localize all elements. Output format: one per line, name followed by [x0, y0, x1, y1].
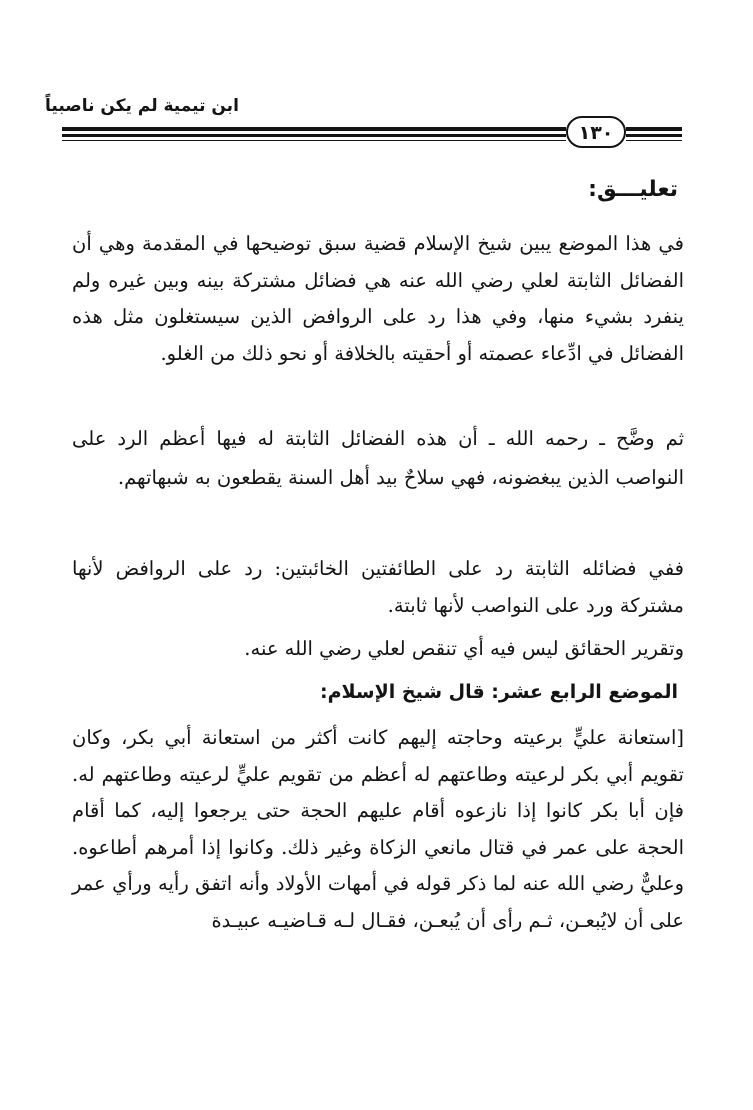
- header-rule: [626, 127, 682, 131]
- paragraph: ثم وضَّح ـ رحمه الله ـ أن هذه الفضائل الثابتة له فيها أعظم الرد على النواصب الذين يبغضونه، فهي سلاحٌ بيد أهل السنة يقطعون به شبهاتهم.: [72, 427, 684, 489]
- page-number: ١٣٠: [566, 116, 626, 148]
- header-rule: [62, 127, 566, 131]
- running-title: ابن تيمية لم يكن ناصبياً: [45, 96, 239, 116]
- paragraph: وتقرير الحقائق ليس فيه أي تنقص لعلي رضي الله عنه.: [244, 637, 684, 660]
- section-heading: الموضع الرابع عشر: قال شيخ الإسلام:: [319, 681, 678, 703]
- header-rule: [62, 140, 566, 141]
- paragraph: في هذا الموضع يبين شيخ الإسلام قضية سبق توضيحها في المقدمة وهي أن الفضائل الثابتة لعلي رضي الله عنه هي فضائل مشتركة بينه وبين غيره ولم ينفرد بشيء منها، وفي هذا رد على الروافض الذين سيستغلون مثل هذه الفضائل في ادِّعاء عصمته أو أحقيته بالخلافة أو نحو ذلك من الغلو.: [72, 232, 684, 365]
- header-rule: [626, 134, 682, 137]
- comment-heading: تعليـــق:: [588, 177, 678, 202]
- paragraph: ففي فضائله الثابتة رد على الطائفتين الخائبتين: رد على الروافض لأنها مشتركة ورد على النواصب لأنها ثابتة.: [72, 557, 684, 617]
- header-rule: [62, 134, 566, 137]
- quote-paragraph: [استعانة عليٍّ برعيته وحاجته إليهم كانت أكثر من استعانة أبي بكر، وكان تقويم أبي بكر لرعيته وطاعتهم له أعظم من تقويم عليٍّ لرعيته وطاعتهم له. فإن أبا بكر كانوا إذا نازعوه أقام عليهم الحجة حتى يرجعوا إليه، كما أقام الحجة على عمر في قتال مانعي الزكاة وغير ذلك. وكانوا إذا أمرهم أطاعوه. وعليٌّ رضي الله عنه لما ذكر قوله في أمهات الأولاد وأنه اتفق رأيه ورأي عمر على أن لايُبعـن، ثـم رأى أن يُبعـن، فقـال لـه قـاضيـه عبيـدة: [72, 726, 684, 932]
- header-rule: [626, 140, 682, 141]
